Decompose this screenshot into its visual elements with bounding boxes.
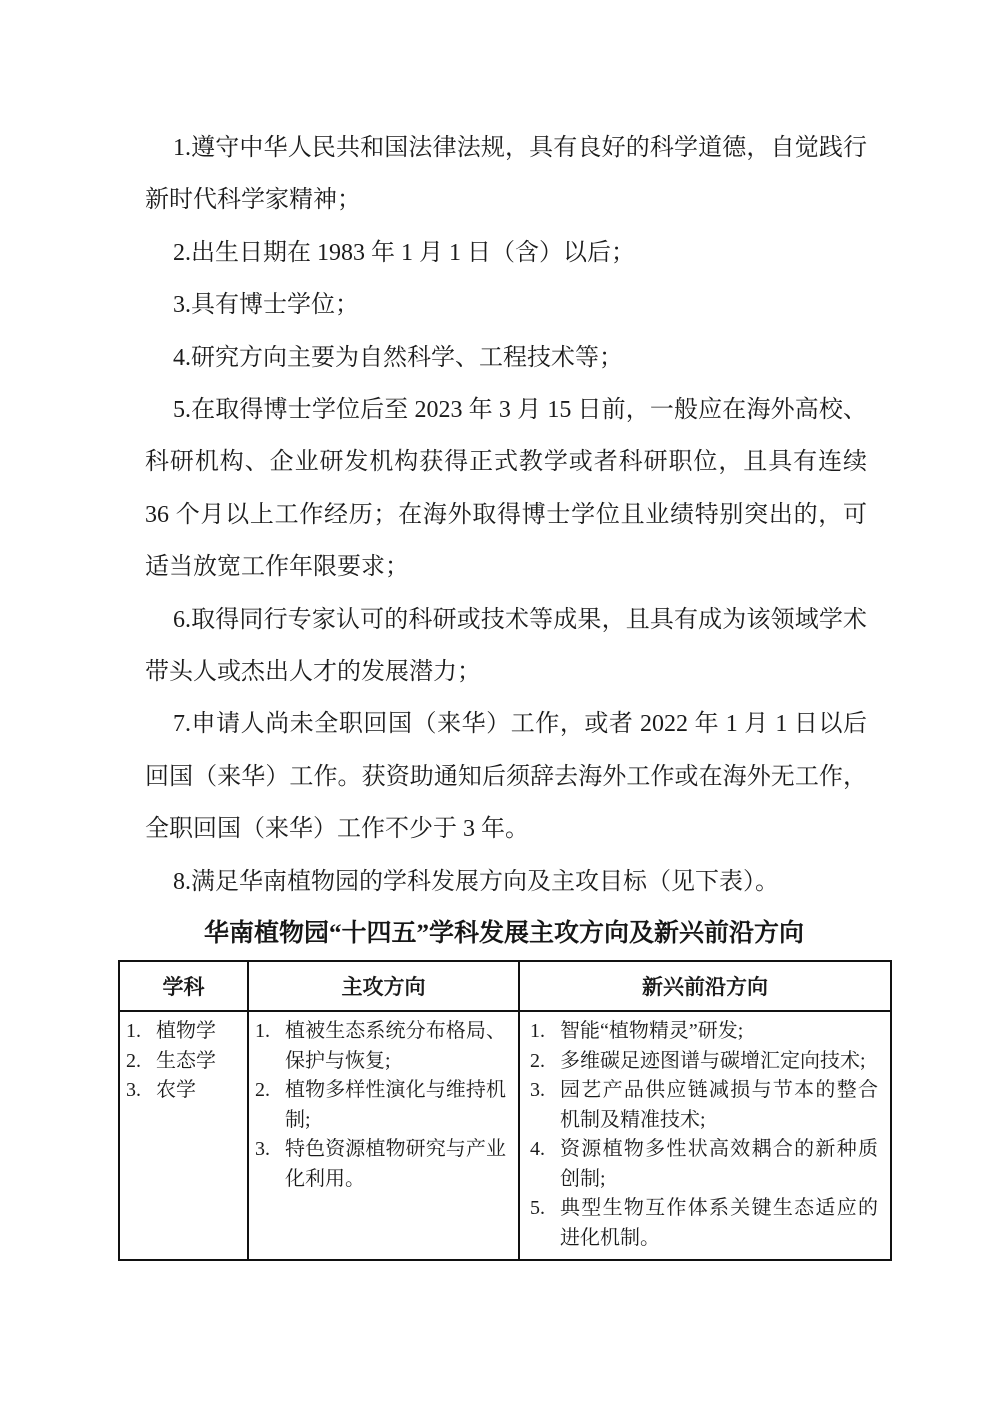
table-list-item [530,1076,878,1135]
table-list-item [255,1017,506,1076]
table-body-row [119,1011,891,1260]
paragraph: 2.出生日期在 1983 年 1 月 1 日（含）以后； [173,239,635,266]
table-list-item [530,1017,878,1047]
list-item-text: 植物学 [156,1020,216,1042]
paragraph: 5.在取得博士学位后至 2023 年 3 月 15 日前，一般应在海外高校、科研机构、企业研发机构获得正式教学或者科研职位，且具有连续 36 个月以上工作经历；在海外取得博士学位且业绩特别突出的，可适当放宽工作年限要求； [145,397,867,581]
list-item-text: 生态学 [156,1049,216,1072]
table-list-item [255,1135,506,1194]
list-item-text: 植物多样性演化与维持机制; [285,1079,506,1131]
list-item-number: 3. [530,1079,545,1101]
table-list-item [255,1076,506,1135]
list-item-text: 园艺产品供应链减损与节本的整合机制及精准技术; [560,1079,878,1131]
header-subject: 学科 [119,961,248,1011]
table-header-row [119,961,891,1011]
list-item-text: 资源植物多性状高效耦合的新种质创制; [560,1138,878,1190]
list-item-number: 1. [255,1020,270,1042]
table-list-item [530,1194,878,1253]
discipline-directions-table [118,960,892,1261]
list-item-text: 植被生态系统分布格局、保护与恢复; [285,1020,506,1072]
table-list-item [126,1047,235,1077]
paragraph: 1.遵守中华人民共和国法律法规，具有良好的科学道德，自觉践行新时代科学家精神； [145,135,867,214]
cell-subjects [119,1011,248,1260]
list-item-number: 2. [255,1079,270,1101]
list-item-number: 2. [126,1049,141,1072]
list-item-text: 特色资源植物研究与产业化利用。 [285,1138,506,1190]
list-item-number: 4. [530,1138,545,1160]
table-list-item [530,1047,878,1077]
paragraph: 8.满足华南植物园的学科发展方向及主攻目标（见下表）。 [173,868,779,895]
list-item-number: 1. [530,1020,545,1042]
header-main-directions: 主攻方向 [248,961,519,1011]
list-item-text: 典型生物互作体系关键生态适应的进化机制。 [560,1197,878,1249]
requirements-paragraphs [145,122,867,908]
list-item-text: 智能“植物精灵”研发; [560,1020,744,1042]
table-title: 华南植物园“十四五”学科发展主攻方向及新兴前沿方向 [203,920,804,947]
paragraph: 3.具有博士学位； [173,292,359,319]
list-item-text: 农学 [156,1079,196,1101]
list-item-number: 3. [255,1138,270,1160]
list-item-number: 1. [126,1020,141,1042]
paragraph: 4.研究方向主要为自然科学、工程技术等； [173,344,623,371]
list-item-number: 5. [530,1197,545,1219]
table-list-item [126,1017,235,1047]
list-item-text: 多维碳足迹图谱与碳增汇定向技术; [560,1049,866,1072]
table-list-item [530,1135,878,1194]
table-list-item [126,1076,235,1106]
cell-emerging-frontier-directions [519,1011,891,1260]
list-item-number: 2. [530,1049,545,1072]
header-emerging-frontier-directions: 新兴前沿方向 [519,961,891,1011]
paragraph: 7.申请人尚未全职回国（来华）工作，或者 2022 年 1 月 1 日以后回国（来华）工作。获资助通知后须辞去海外工作或在海外无工作，全职回国（来华）工作不少于 3 年。 [145,711,867,843]
paragraph: 6.取得同行专家认可的科研或技术等成果，且具有成为该领域学术带头人或杰出人才的发展潜力； [145,606,867,686]
cell-main-directions [248,1011,519,1260]
list-item-number: 3. [126,1079,141,1101]
